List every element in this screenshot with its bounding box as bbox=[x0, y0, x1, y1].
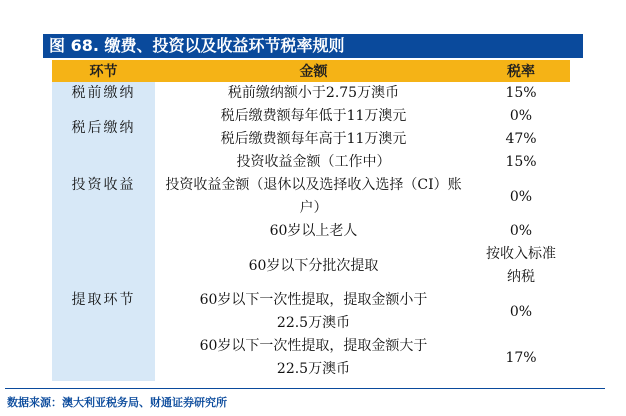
rate-cell: 15% bbox=[505, 154, 537, 170]
rate-cell: 17% bbox=[505, 349, 537, 366]
figure-title: 图 68. 缴费、投资以及收益环节税率规则 bbox=[43, 34, 583, 58]
header-amount: 金额 bbox=[155, 60, 472, 82]
amount-cell: 60岁以下一次性提取，提取金额小于22.5万澳币 bbox=[199, 292, 428, 331]
rate-cell: 15% bbox=[505, 85, 537, 101]
category-post-tax: 税后缴纳 bbox=[52, 105, 155, 151]
table-row bbox=[52, 151, 570, 174]
rate-cell: 0% bbox=[509, 108, 533, 124]
rate-cell: 0% bbox=[509, 303, 533, 320]
table-header-row bbox=[52, 60, 570, 82]
table-row bbox=[52, 82, 570, 105]
category-pre-tax: 税前缴纳 bbox=[52, 82, 155, 105]
header-rate: 税率 bbox=[472, 60, 570, 82]
category-withdrawal: 提取环节 bbox=[52, 220, 155, 381]
amount-cell: 投资收益金额（工作中） bbox=[236, 154, 391, 170]
amount-cell: 税后缴费额每年高于11万澳元 bbox=[220, 131, 407, 147]
divider bbox=[5, 388, 605, 389]
amount-cell: 60岁以下一次性提取，提取金额大于22.5万澳币 bbox=[199, 338, 428, 377]
rate-cell: 0% bbox=[509, 188, 533, 205]
source-note: 数据来源：澳大利亚税务局、财通证券研究所 bbox=[7, 396, 227, 409]
amount-cell: 投资收益金额（退休以及选择收入选择（CI）账户） bbox=[165, 177, 462, 216]
rate-cell: 0% bbox=[509, 223, 533, 239]
table-row bbox=[52, 220, 570, 243]
header-stage: 环节 bbox=[52, 60, 155, 82]
rate-cell: 47% bbox=[505, 131, 537, 147]
tax-rate-table bbox=[52, 60, 570, 381]
rate-cell: 按收入标准纳税 bbox=[486, 246, 556, 285]
amount-cell: 税前缴纳额小于2.75万澳币 bbox=[227, 85, 400, 101]
amount-cell: 60岁以上老人 bbox=[269, 223, 358, 239]
table-row bbox=[52, 105, 570, 128]
category-investment: 投资收益 bbox=[52, 151, 155, 220]
amount-cell: 税后缴费额每年低于11万澳元 bbox=[220, 108, 407, 124]
amount-cell: 60岁以下分批次提取 bbox=[248, 257, 379, 274]
